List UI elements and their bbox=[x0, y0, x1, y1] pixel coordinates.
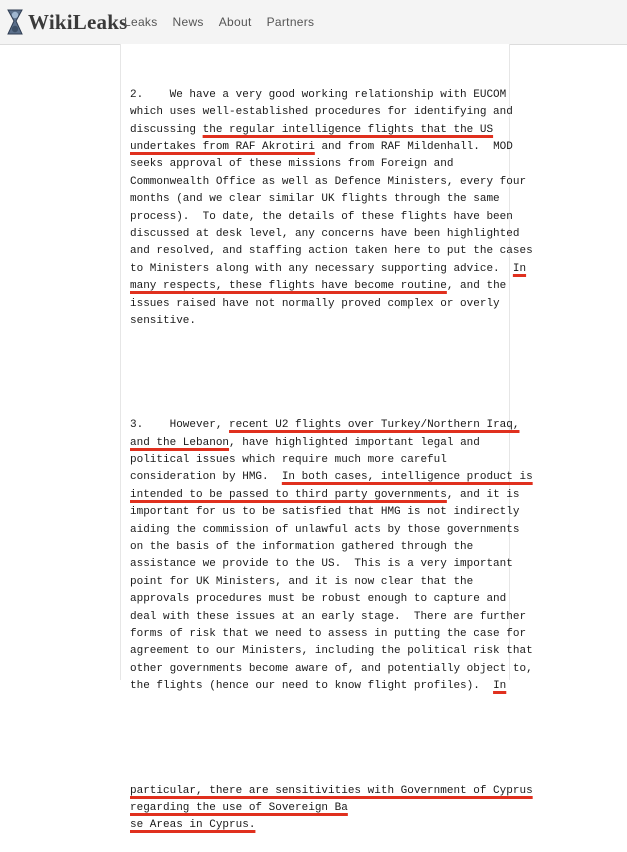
document-line bbox=[130, 313, 510, 330]
highlighted-text: and the Lebanon bbox=[130, 436, 230, 449]
document-line bbox=[130, 800, 510, 817]
paragraph-3 bbox=[130, 417, 533, 695]
document-line bbox=[130, 226, 520, 243]
document-body bbox=[130, 52, 533, 852]
document-line bbox=[130, 469, 533, 486]
document-text: political issues which require much more careful bbox=[130, 454, 447, 467]
highlighted-text: intended to be passed to third party governments bbox=[130, 488, 447, 501]
document-line bbox=[130, 609, 527, 626]
logo-text: WikiLeaks bbox=[28, 9, 128, 34]
document-line bbox=[130, 435, 510, 452]
document-text: discussing bbox=[130, 123, 203, 136]
document-text: approvals procedures must be robust enough to capture and bbox=[130, 593, 507, 606]
document-line bbox=[130, 104, 513, 121]
document-text: issues raised have not normally proved complex or overly bbox=[130, 297, 500, 310]
document-line bbox=[130, 504, 520, 521]
document-line bbox=[130, 261, 527, 278]
document-text: assistance we provide to the US. This is a very important bbox=[130, 558, 513, 571]
document-text: 3. However, bbox=[130, 419, 230, 432]
document-line bbox=[130, 139, 513, 156]
document-line bbox=[130, 626, 527, 643]
document-line bbox=[130, 661, 533, 678]
highlighted-text: many respects, these flights have become routine bbox=[130, 280, 447, 293]
document-line bbox=[130, 278, 510, 295]
highlighted-text: undertakes from RAF Akrotiri bbox=[130, 140, 315, 153]
document-text: Commonwealth Office as well as Defence Ministers, every four bbox=[130, 175, 527, 188]
document-text: consideration by HMG. bbox=[130, 471, 282, 484]
document-line bbox=[130, 591, 510, 608]
highlighted-text: In bbox=[493, 680, 507, 693]
document-text: to Ministers along with any necessary supporting advice. bbox=[130, 262, 513, 275]
document-text: and from RAF Mildenhall. MOD bbox=[314, 140, 513, 153]
document-line bbox=[130, 174, 527, 191]
document-text: on the basis of the information gathered through the bbox=[130, 541, 474, 554]
document-line bbox=[130, 296, 510, 313]
nav-about[interactable]: About bbox=[218, 15, 252, 29]
document-line bbox=[130, 243, 533, 260]
document-text: agreement to our Ministers, including the political risk that bbox=[130, 645, 533, 658]
document-line bbox=[130, 452, 510, 469]
highlighted-text: regarding the use of Sovereign Ba bbox=[130, 801, 348, 814]
document-line bbox=[130, 191, 510, 208]
document-text: important for us to be satisfied that HMG is not indirectly bbox=[130, 506, 520, 519]
wikileaks-logo[interactable] bbox=[6, 8, 127, 36]
document-text: , have highlighted important legal and bbox=[229, 436, 480, 449]
document-line bbox=[130, 522, 520, 539]
document-line bbox=[130, 817, 510, 834]
document-text: aiding the commission of unlawful acts by those governments bbox=[130, 523, 520, 536]
document-text: process). To date, the details of these flights have been bbox=[130, 210, 513, 223]
document-text: months (and we clear similar UK flights through the same bbox=[130, 193, 500, 206]
document-text: other governments become aware of, and potentially object to, bbox=[130, 662, 533, 675]
document-line bbox=[130, 678, 510, 695]
hourglass-globe-icon bbox=[6, 9, 24, 35]
document-text: seeks approval of these missions from Foreign and bbox=[130, 158, 454, 171]
document-text: which uses well-established procedures for identifying and bbox=[130, 106, 513, 119]
highlighted-text: se Areas in Cyprus. bbox=[130, 819, 256, 832]
nav-leaks[interactable]: Leaks bbox=[124, 15, 158, 29]
nav-news[interactable]: News bbox=[172, 15, 204, 29]
document-line bbox=[130, 556, 513, 573]
site-header bbox=[0, 0, 627, 45]
document-text: discussed at desk level, any concerns have been highlighted bbox=[130, 227, 520, 240]
highlighted-text: In bbox=[512, 262, 527, 275]
document-line bbox=[130, 156, 510, 173]
highlighted-text: In both cases, intelligence product is bbox=[281, 471, 533, 484]
document-text: 2. We have a very good working relationship with EUCOM bbox=[130, 88, 507, 101]
main-nav bbox=[124, 15, 329, 29]
document-text: sensitive. bbox=[130, 314, 197, 327]
document-line bbox=[130, 643, 533, 660]
document-line bbox=[130, 87, 510, 104]
document-line bbox=[130, 209, 513, 226]
document-text: forms of risk that we need to assess in putting the case for bbox=[130, 627, 527, 640]
document-line bbox=[130, 417, 520, 434]
nav-partners[interactable]: Partners bbox=[266, 15, 315, 29]
document-text: deal with these issues at an early stage. There are further bbox=[130, 610, 527, 623]
document-line bbox=[130, 574, 510, 591]
document-line bbox=[130, 783, 533, 800]
document-text: and resolved, and staffing action taken here to put the cases bbox=[130, 245, 533, 258]
highlighted-text: particular, there are sensitivities with Government of Cyprus bbox=[130, 784, 533, 797]
document-line bbox=[130, 539, 510, 556]
document-line bbox=[130, 122, 510, 139]
document-text: , and it is bbox=[446, 488, 520, 501]
highlighted-text: the regular intelligence flights that the US bbox=[202, 123, 494, 136]
paragraph-2 bbox=[130, 87, 533, 330]
document-text: , and the bbox=[446, 280, 507, 293]
highlighted-text: recent U2 flights over Turkey/Northern Iraq, bbox=[229, 419, 520, 432]
document-text: the flights (hence our need to know flight profiles). bbox=[130, 680, 494, 693]
document-text: point for UK Ministers, and it is now clear that the bbox=[130, 575, 474, 588]
paragraph-4 bbox=[130, 783, 533, 835]
document-line bbox=[130, 487, 520, 504]
